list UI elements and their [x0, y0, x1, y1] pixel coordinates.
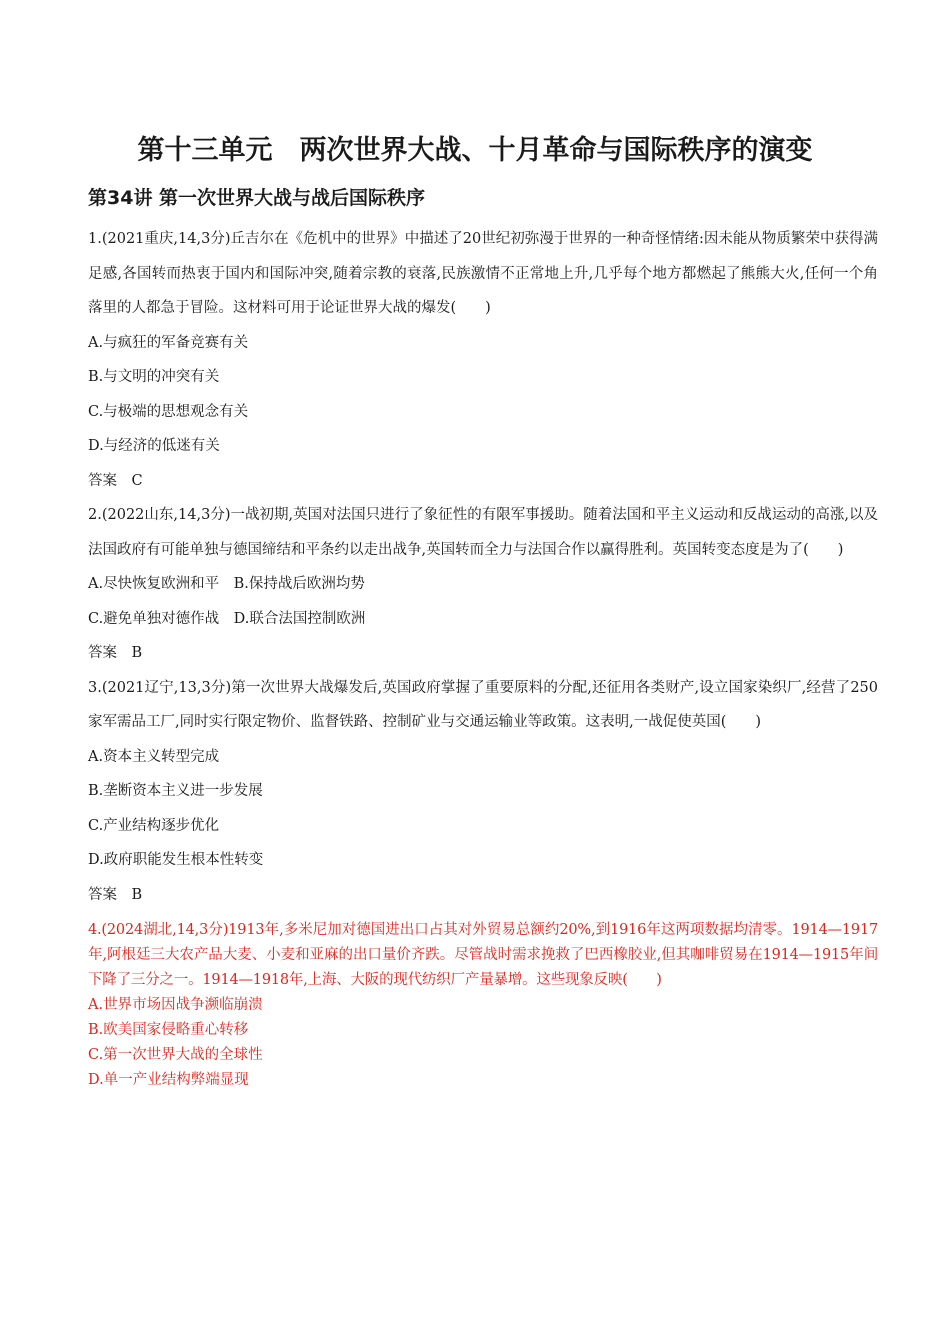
question-4 [88, 918, 878, 1093]
option-b: B.与文明的冲突有关 [88, 369, 220, 385]
lesson-title: 第34讲 第一次世界大战与战后国际秩序 [88, 187, 426, 209]
unit-title: 第十三单元 两次世界大战、十月革命与国际秩序的演变 [137, 135, 813, 166]
option-b: B.垄断资本主义进一步发展 [88, 783, 263, 799]
option-row-cd: C.避免单独对德作战 D.联合法国控制欧洲 [88, 610, 366, 627]
option-row-ab: A.尽快恢复欧洲和平 B.保持战后欧洲均势 [88, 576, 365, 592]
question-stem: 1.(2021重庆,14,3分)丘吉尔在《危机中的世界》中描述了20世纪初弥漫于世界的一种奇怪情绪:因未能从物质繁荣中获得满足感,各国转而热衷于国内和国际冲突,随着宗教的衰落,民族激情不正常地上升,几乎每个地方都燃起了熊熊大火,任何一个角落里的人都急于冒险。这材料可用于论证世界大战的爆发( ) [88, 231, 878, 316]
question-3 [88, 671, 878, 913]
question-list [88, 222, 878, 1093]
question-stem: 4.(2024湖北,14,3分)1913年,多米尼加对德国进出口占其对外贸易总额约20%,到1916年这两项数据均清零。1914—1917年,阿根廷三大农产品大麦、小麦和亚麻的出口量价齐跌。尽管战时需求挽救了巴西橡胶业,但其咖啡贸易在1914—1915年间下降了三分之一。1914—1918年,上海、大阪的现代纺织厂产量暴增。这些现象反映( ) [88, 922, 878, 988]
option-a: A.与疯狂的军备竞赛有关 [88, 334, 249, 351]
question-stem: 3.(2021辽宁,13,3分)第一次世界大战爆发后,英国政府掌握了重要原料的分配,还征用各类财产,设立国家染织厂,经营了250家军需品工厂,同时实行限定物价、监督铁路、控制矿业与交通运输业等政策。这表明,一战促使英国( ) [88, 679, 878, 730]
option-d: D.政府职能发生根本性转变 [88, 852, 264, 868]
question-stem: 2.(2022山东,14,3分)一战初期,英国对法国只进行了象征性的有限军事援助。随着法国和平主义运动和反战运动的高涨,以及法国政府有可能单独与德国缔结和平条约以走出战争,英国转而全力与法国合作以赢得胜利。英国转变态度是为了( ) [88, 507, 878, 558]
option-d: D.与经济的低迷有关 [88, 438, 220, 454]
question-1 [88, 222, 878, 498]
option-a: A.资本主义转型完成 [88, 748, 220, 765]
option-c: C.产业结构逐步优化 [88, 817, 220, 834]
option-c: C.与极端的思想观念有关 [88, 403, 249, 420]
option-a: A.世界市场因战争濒临崩溃 [88, 997, 263, 1013]
option-b: B.欧美国家侵略重心转移 [88, 1022, 249, 1038]
option-d: D.单一产业结构弊端显现 [88, 1072, 249, 1088]
answer: 答案 B [88, 645, 143, 661]
question-2 [88, 498, 878, 671]
answer: 答案 B [88, 886, 143, 903]
answer: 答案 C [88, 472, 143, 489]
option-c: C.第一次世界大战的全球性 [88, 1047, 263, 1063]
